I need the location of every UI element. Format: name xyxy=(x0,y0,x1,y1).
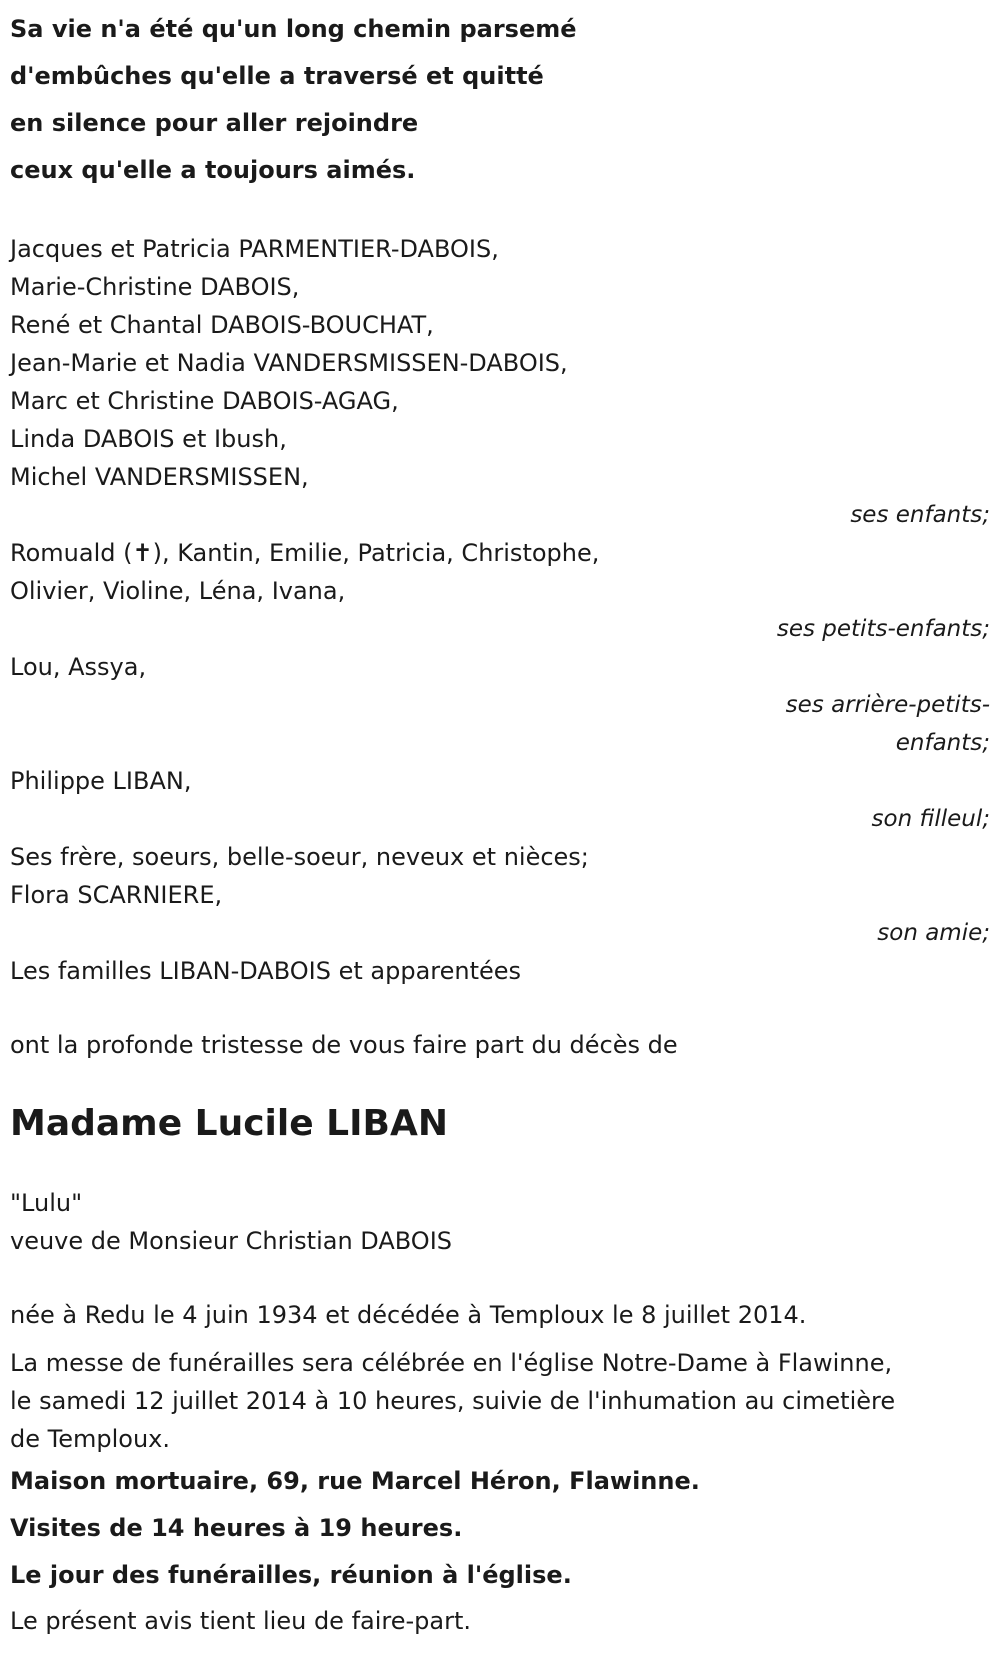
deceased-details xyxy=(10,1184,990,1260)
godson-block xyxy=(10,762,990,838)
funeral-details xyxy=(10,1344,990,1458)
families-line: Les familles LIBAN-DABOIS et apparentées xyxy=(10,957,522,985)
great-grandchildren-role: ses arrière-petits- xyxy=(785,692,990,718)
poem-line: Sa vie n'a été qu'un long chemin parsemé xyxy=(10,15,577,43)
family-member: Michel VANDERSMISSEN, xyxy=(10,463,309,491)
funeral-line: le samedi 12 juillet 2014 à 10 heures, suivie de l'inhumation au cimetière xyxy=(10,1387,896,1415)
grandchildren-role: ses petits-enfants; xyxy=(776,616,990,642)
deceased-name: Madame Lucile LIBAN xyxy=(10,1103,448,1144)
funeral-line: de Temploux. xyxy=(10,1425,170,1453)
dates-block xyxy=(10,1296,990,1334)
godson-role: son filleul; xyxy=(871,806,990,832)
family-member: Olivier, Violine, Léna, Ivana, xyxy=(10,577,346,605)
family-member: Jean-Marie et Nadia VANDERSMISSEN-DABOIS, xyxy=(10,349,568,377)
grandchildren-list xyxy=(10,534,990,648)
poem-line: en silence pour aller rejoindre xyxy=(10,109,419,137)
opening-poem xyxy=(10,0,990,194)
widow-of: veuve de Monsieur Christian DABOIS xyxy=(10,1227,453,1255)
siblings-block xyxy=(10,838,990,952)
closing-text: Le présent avis tient lieu de faire-part. xyxy=(10,1607,472,1635)
family-member: Ses frère, soeurs, belle-soeur, neveux et nièces; xyxy=(10,843,589,871)
family-member: Marie-Christine DABOIS, xyxy=(10,273,300,301)
family-member: Philippe LIBAN, xyxy=(10,767,192,795)
family-member: Romuald (✝), Kantin, Emilie, Patricia, Christophe, xyxy=(10,539,600,567)
info-line: Maison mortuaire, 69, rue Marcel Héron, Flawinne. xyxy=(10,1467,700,1495)
closing-block xyxy=(10,1599,990,1643)
funeral-line: La messe de funérailles sera célébrée en l'église Notre-Dame à Flawinne, xyxy=(10,1349,893,1377)
announcement xyxy=(10,1026,990,1064)
poem-line: d'embûches qu'elle a traversé et quitté xyxy=(10,62,544,90)
practical-info xyxy=(10,1458,990,1599)
children-role: ses enfants; xyxy=(850,502,990,528)
birth-death-dates: née à Redu le 4 juin 1934 et décédée à Temploux le 8 juillet 2014. xyxy=(10,1301,807,1329)
families-block xyxy=(10,952,990,990)
family-member: Flora SCARNIERE, xyxy=(10,881,223,909)
announcement-text: ont la profonde tristesse de vous faire part du décès de xyxy=(10,1031,678,1059)
poem-line: ceux qu'elle a toujours aimés. xyxy=(10,156,416,184)
family-member: Marc et Christine DABOIS-AGAG, xyxy=(10,387,399,415)
great-grandchildren-list xyxy=(10,648,990,762)
nickname: "Lulu" xyxy=(10,1189,83,1217)
children-list xyxy=(10,230,990,534)
friend-role: son amie; xyxy=(877,920,990,946)
info-line: Le jour des funérailles, réunion à l'église. xyxy=(10,1561,572,1589)
family-member: Jacques et Patricia PARMENTIER-DABOIS, xyxy=(10,235,499,263)
great-grandchildren-role-cont: enfants; xyxy=(895,730,990,756)
info-line: Visites de 14 heures à 19 heures. xyxy=(10,1514,463,1542)
family-member: Lou, Assya, xyxy=(10,653,147,681)
family-member: Linda DABOIS et Ibush, xyxy=(10,425,287,453)
family-member: René et Chantal DABOIS-BOUCHAT, xyxy=(10,311,434,339)
